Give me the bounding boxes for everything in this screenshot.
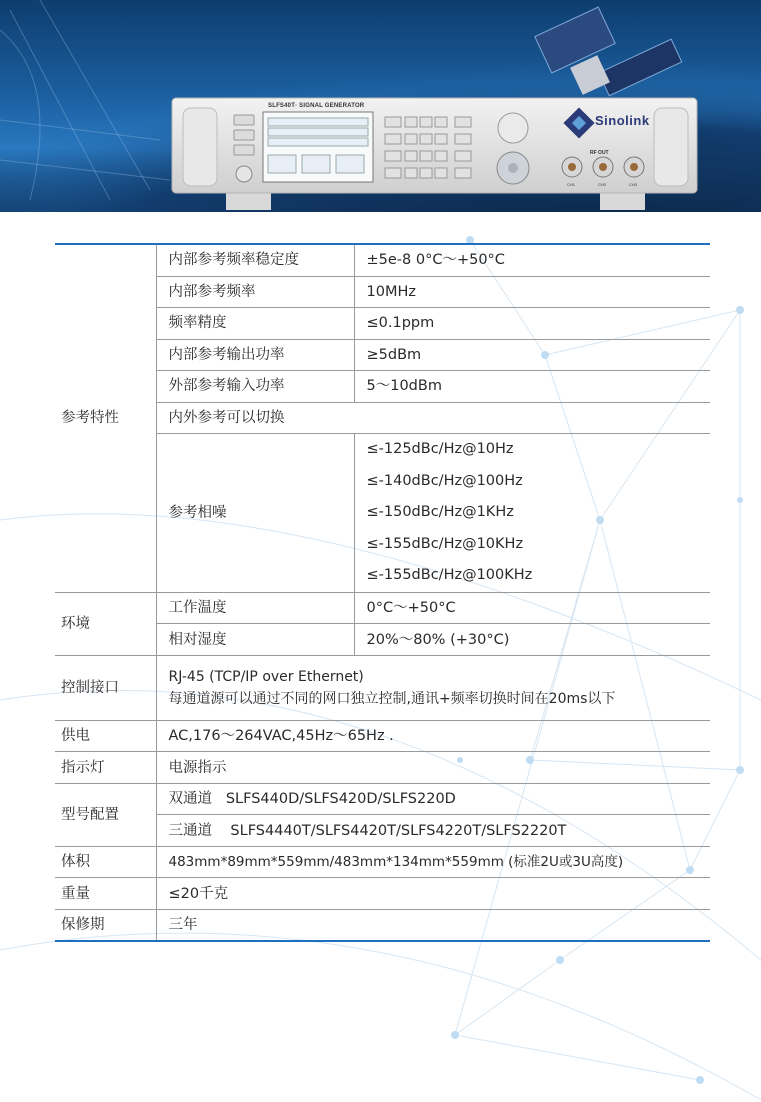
table-row [55, 720, 710, 752]
category-cell: 型号配置 [55, 783, 156, 846]
brand-name: Sinolink [595, 113, 650, 128]
value-cell: AC,176～264VAC,45Hz～65Hz . [156, 720, 710, 752]
channel-label: CH1 [567, 182, 576, 187]
spec-table [55, 243, 710, 942]
value-cell: 0°C～+50°C [354, 592, 710, 624]
category-cell: 参考特性 [55, 244, 156, 592]
phase-noise-cell [354, 434, 710, 593]
category-cell: 重量 [55, 878, 156, 910]
hero-banner [0, 0, 761, 212]
phase-noise-value: ≤-140dBc/Hz@100Hz [366, 472, 523, 489]
device-illustration [0, 0, 761, 212]
table-row [55, 846, 710, 878]
table-row [55, 244, 710, 276]
control-line: 每通道源可以通过不同的网口独立控制,通讯+频率切换时间在20ms以下 [168, 690, 616, 707]
phase-noise-value: ≤-155dBc/Hz@10KHz [366, 535, 524, 552]
channel-label: CH2 [598, 182, 607, 187]
category-cell: 供电 [55, 720, 156, 752]
table-row [55, 655, 710, 720]
rf-out-label: RF OUT [590, 150, 609, 156]
value-cell: ≥5dBm [354, 339, 710, 371]
item-cell: 参考相噪 [156, 434, 354, 593]
phase-noise-value: ≤-125dBc/Hz@10Hz [366, 441, 514, 457]
value-cell: ±5e-8 0°C～+50°C [354, 244, 710, 276]
device-title: SLFS40T· SIGNAL GENERATOR [268, 103, 365, 109]
item-cell: 内部参考输出功率 [156, 339, 354, 371]
rotary-knob-icon [498, 113, 528, 143]
phase-noise-value: ≤-155dBc/Hz@100KHz [366, 567, 533, 584]
channel-label: CH3 [629, 182, 638, 187]
power-button-icon [236, 166, 252, 182]
value-cell: 10MHz [354, 276, 710, 308]
table-row [55, 783, 710, 815]
value-cell: 双通道 SLFS440D/SLFS420D/SLFS220D [156, 783, 710, 815]
value-cell: ≤20千克 [156, 878, 710, 910]
item-cell: 外部参考输入功率 [156, 371, 354, 403]
table-row [55, 592, 710, 624]
category-cell: 指示灯 [55, 752, 156, 784]
rf-connector-icon [562, 157, 644, 177]
control-cell [156, 655, 710, 720]
table-row [55, 752, 710, 784]
phase-noise-value: ≤-150dBc/Hz@1KHz [366, 504, 514, 521]
category-cell: 环境 [55, 592, 156, 655]
item-cell: 相对湿度 [156, 624, 354, 656]
value-cell: 483mm*89mm*559mm/483mm*134mm*559mm (标准2U或3U高度) [156, 846, 710, 878]
value-cell: 电源指示 [156, 752, 710, 784]
value-cell: 三年 [156, 909, 710, 941]
category-cell: 保修期 [55, 909, 156, 941]
table-row [55, 878, 710, 910]
item-cell: 内部参考频率 [156, 276, 354, 308]
item-cell: 内部参考频率稳定度 [156, 244, 354, 276]
category-cell: 体积 [55, 846, 156, 878]
value-cell: 20%～80% (+30°C) [354, 624, 710, 656]
value-cell: ≤0.1ppm [354, 308, 710, 340]
item-cell: 工作温度 [156, 592, 354, 624]
control-line: RJ-45 (TCP/IP over Ethernet) [168, 668, 364, 685]
table-row [55, 909, 710, 941]
category-cell: 控制接口 [55, 655, 156, 720]
value-cell: 5～10dBm [354, 371, 710, 403]
item-cell: 频率精度 [156, 308, 354, 340]
item-cell: 内外参考可以切换 [156, 402, 710, 434]
value-cell: 三通道 SLFS4440T/SLFS4420T/SLFS4220T/SLFS2220T [156, 815, 710, 847]
